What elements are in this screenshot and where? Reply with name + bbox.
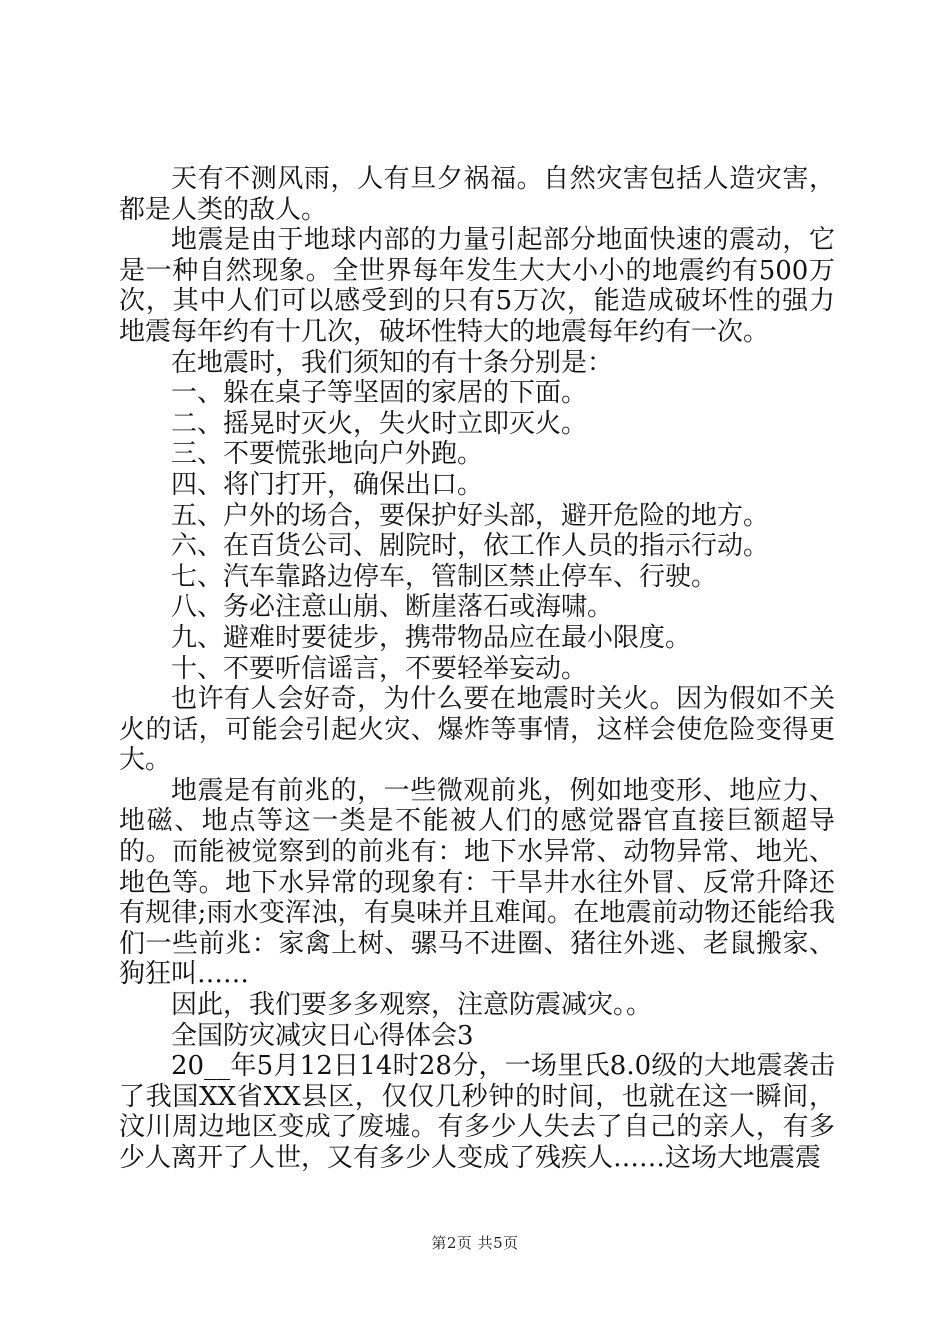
paragraph-why-turn-off-fire: 也许有人会好奇，为什么要在地震时关火。因为假如不关火的话，可能会引起火灾、爆炸等事情，这样会使危险变得更大。 (119, 684, 835, 776)
paragraph-ten-rules-intro: 在地震时，我们须知的有十条分别是： (171, 347, 614, 378)
list-item-rule-3: 三、不要慌张地向户外跑。 (171, 439, 484, 470)
paragraph-earthquake-definition: 地震是由于地球内部的力量引起部分地面快速的震动，它是一种自然现象。全世界每年发生大大小小的地震约有500万次，其中人们可以感受到的只有5万次，能造成破坏性的强力地震每年约有十几次，破坏性特大的地震每年约有一次。 (119, 225, 835, 347)
list-item-rule-2: 二、摇晃时灭火，失火时立即灭火。 (171, 408, 588, 439)
paragraph-intro: 天有不测风雨，人有旦夕祸福。自然灾害包括人造灾害，都是人类的敌人。 (119, 164, 835, 225)
page-number-footer: 第2页 共5页 (431, 1234, 519, 1252)
paragraph-precursors: 地震是有前兆的，一些微观前兆，例如地变形、地应力、地磁、地点等这一类是不能被人们的感觉器官直接巨额超导的。而能被觉察到的前兆有：地下水异常、动物异常、地光、地色等。地下水异常的现象有：干旱井水往外冒、反常升降还有规律;雨水变浑浊，有臭味并且难闻。在地震前动物还能给我们一些前兆：家禽上树、骡马不进圈、猪往外逃、老鼠搬家、狗狂叫…… (119, 775, 835, 990)
list-item-rule-6: 六、在百货公司、剧院时，依工作人员的指示行动。 (171, 531, 770, 562)
list-item-rule-7: 七、汽车靠路边停车，管制区禁止停车、行驶。 (171, 561, 718, 592)
list-item-rule-9: 九、避难时要徒步，携带物品应在最小限度。 (171, 622, 692, 653)
list-item-rule-8: 八、务必注意山崩、断崖落石或海啸。 (171, 592, 614, 623)
document-body (119, 164, 835, 1174)
list-item-rule-10: 十、不要听信谣言，不要轻举妄动。 (171, 653, 588, 684)
list-item-rule-1: 一、躲在桌子等坚固的家居的下面。 (171, 378, 588, 409)
section-heading: 全国防灾减灾日心得体会3 (171, 1020, 474, 1051)
list-item-rule-4: 四、将门打开，确保出口。 (171, 469, 484, 500)
paragraph-conclusion: 因此，我们要多多观察，注意防震减灾。。 (171, 990, 653, 1021)
paragraph-wenchuan: 20__年5月12日14时28分，一场里氏8.0级的大地震袭击了我国XX省XX县区，仅仅几秒钟的时间，也就在这一瞬间，汶川周边地区变成了废墟。有多少人失去了自己的亲人，有多少人离开了人世，又有多少人变成了残疾人……这场大地震震 (119, 1051, 835, 1173)
list-item-rule-5: 五、户外的场合，要保护好头部，避开危险的地方。 (171, 500, 770, 531)
